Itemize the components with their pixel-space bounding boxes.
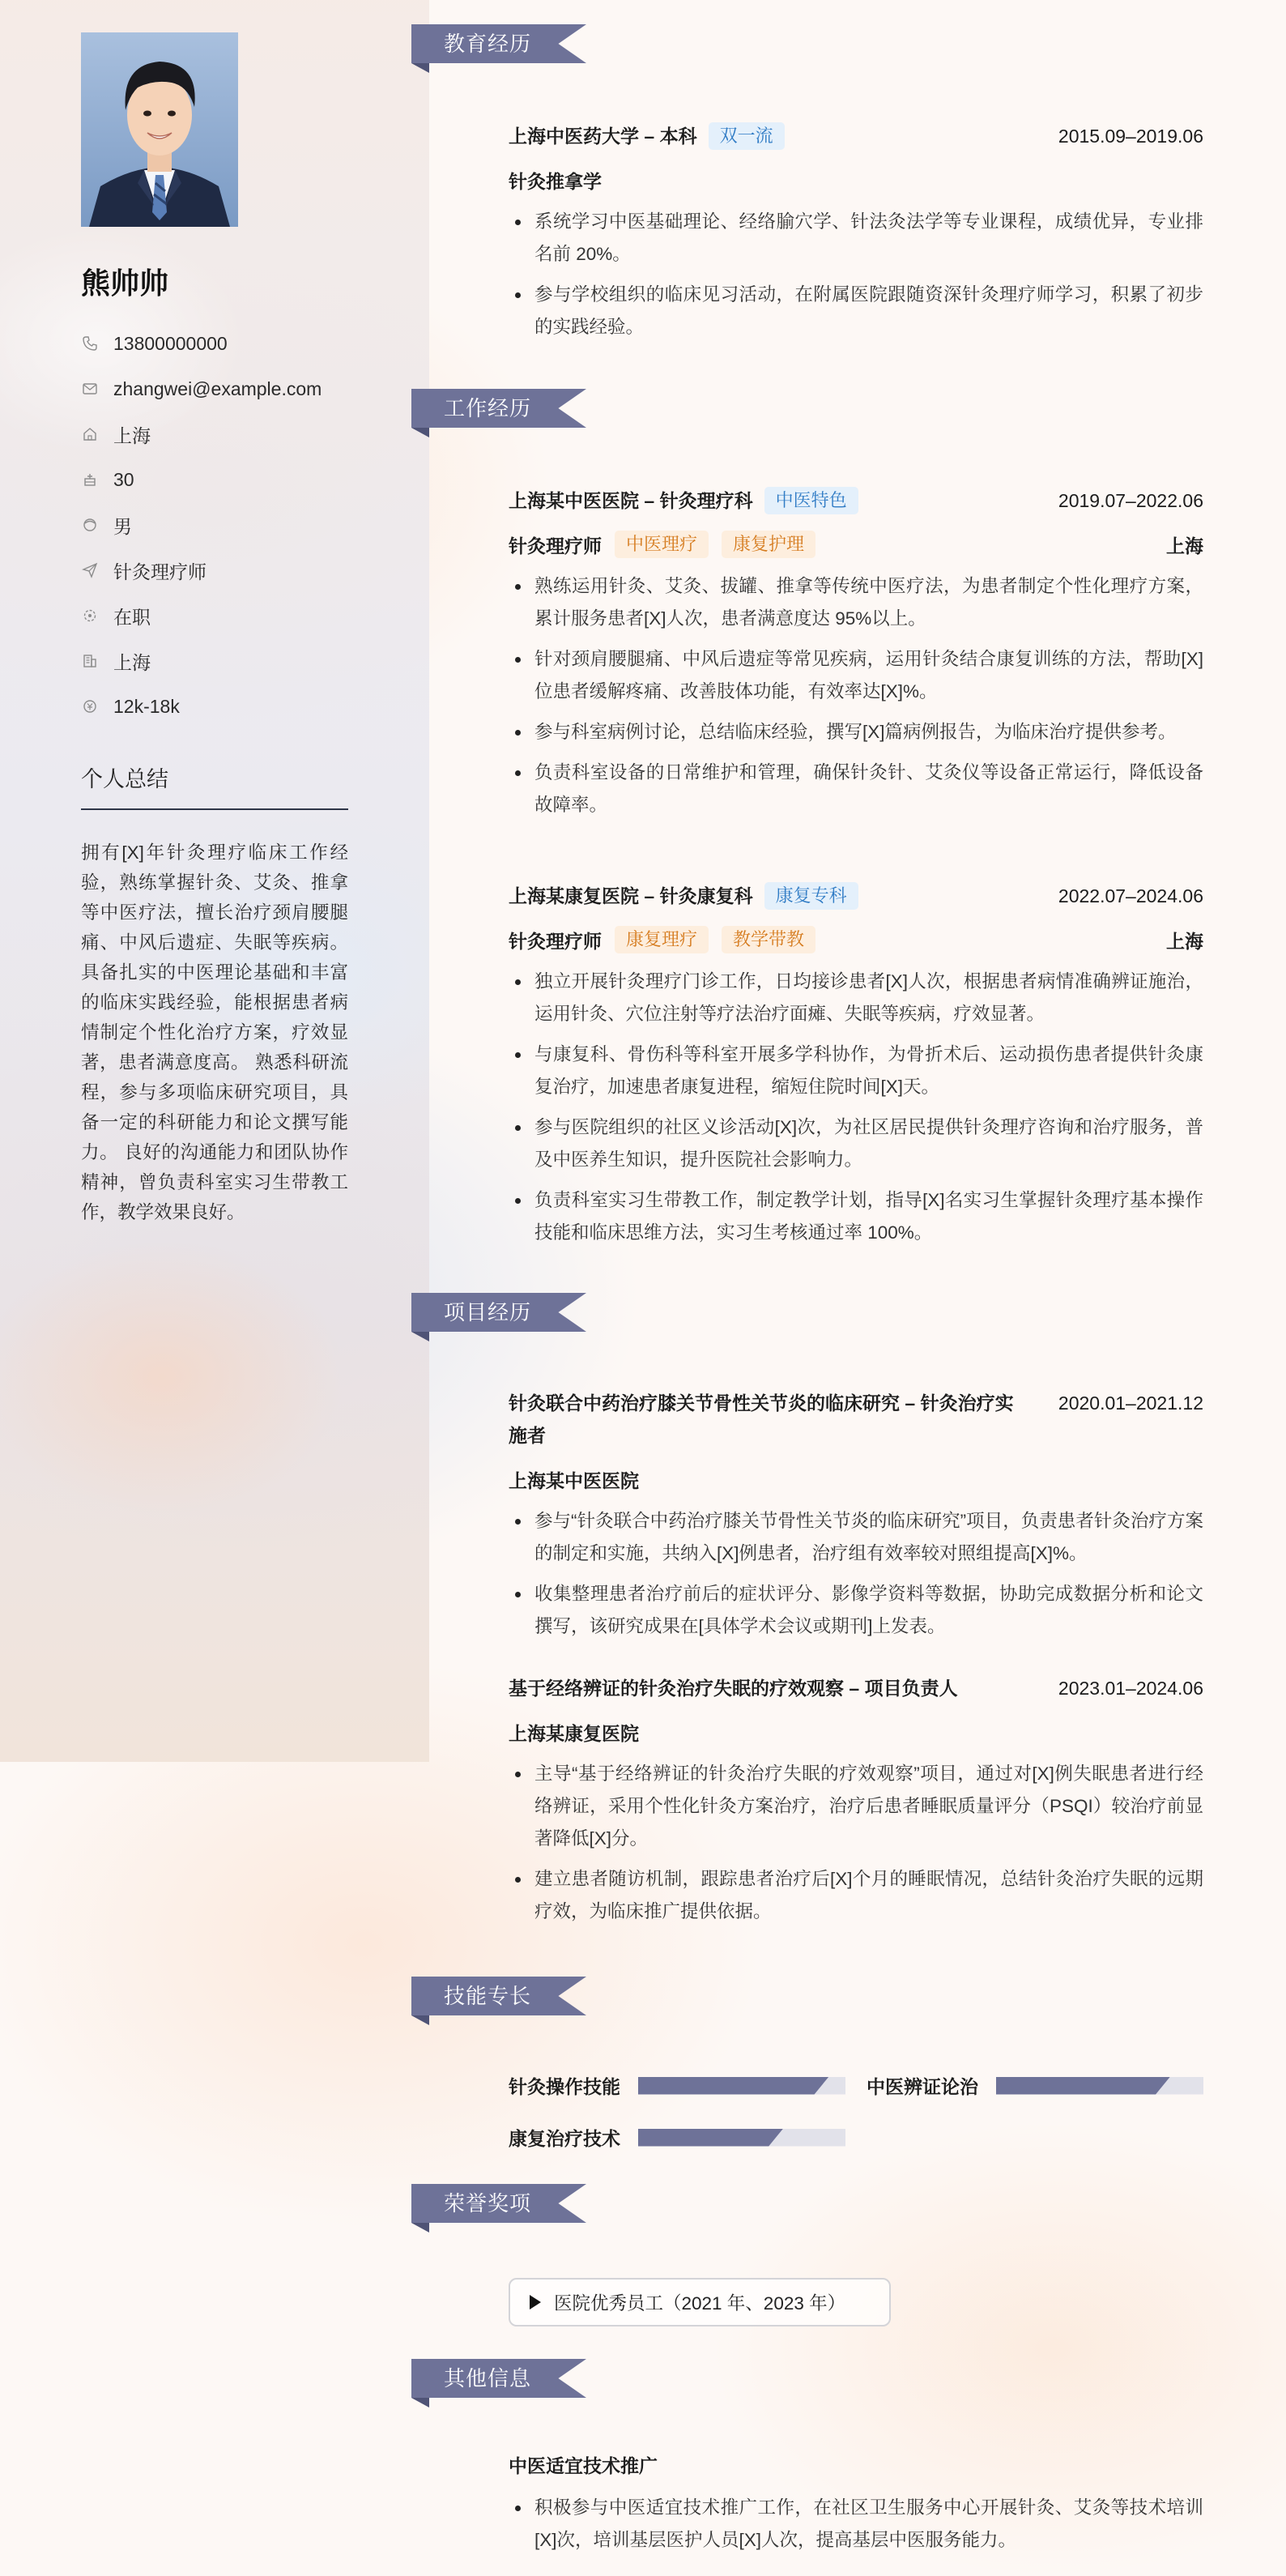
- work-entry-1: [509, 484, 1203, 830]
- skill-name: 中医辨证论治: [867, 2076, 978, 2097]
- summary-divider: [81, 808, 348, 810]
- honor-item: [509, 2278, 891, 2327]
- profile-photo: [81, 32, 238, 227]
- skill-level-bar: [638, 2077, 829, 2095]
- info-age: [81, 457, 405, 502]
- info-city: [81, 638, 405, 684]
- section-title-work: 工作经历: [444, 396, 532, 420]
- skill-name: 康复治疗技术: [509, 2128, 620, 2149]
- skill-level-bar: [638, 2129, 783, 2147]
- list-item: 参与医院组织的社区义诊活动[X]次，为社区居民提供针灸理疗咨询和治疗服务，普及中医养生知识，提升医院社会影响力。: [509, 1111, 1203, 1176]
- building-icon: [81, 652, 99, 670]
- skill-track: [996, 2077, 1203, 2095]
- section-title-projects: 项目经历: [444, 1300, 532, 1324]
- skill-name: 针灸操作技能: [509, 2076, 620, 2097]
- info-gender: [81, 502, 405, 548]
- profile-name: 熊帅帅: [81, 267, 169, 300]
- gender-icon: [81, 516, 99, 534]
- info-status-text: 在职: [113, 606, 151, 628]
- work-title: 上海某中医医院 – 针灸理疗科: [509, 490, 753, 511]
- role-tag: 教学带教: [722, 926, 815, 953]
- work-tag: 中医特色: [764, 487, 858, 514]
- info-phone-text: 13800000000: [113, 332, 228, 354]
- info-city-text: 上海: [113, 651, 151, 673]
- role-tag: 中医理疗: [615, 531, 709, 558]
- info-gender-text: 男: [113, 515, 132, 537]
- work-date: 2022.07–2024.06: [1058, 885, 1203, 906]
- work-title: 上海某康复医院 – 针灸康复科: [509, 885, 753, 906]
- list-item: 参与科室病例讨论，总结临床经验，撰写[X]篇病例报告，为临床治疗提供参考。: [509, 716, 1203, 748]
- send-icon: [81, 561, 99, 579]
- list-item: 系统学习中医基础理论、经络腧穴学、针法灸法学等专业课程，成绩优异，专业排名前 20%。: [509, 206, 1203, 271]
- project-date: 2023.01–2024.06: [1058, 1678, 1203, 1699]
- role-tag: 康复理疗: [615, 926, 709, 953]
- work-bullets: [509, 570, 1203, 821]
- skill-level-bar: [996, 2077, 1170, 2095]
- info-email-text: zhangwei@example.com: [113, 377, 322, 399]
- list-item: 独立开展针灸理疗门诊工作，日均接诊患者[X]人次，根据患者病情准确辨证施治，运用针灸、穴位注射等疗法治疗面瘫、失眠等疾病，疗效显著。: [509, 966, 1203, 1030]
- section-header-other: [411, 2359, 586, 2408]
- info-home-text: 上海: [113, 424, 151, 446]
- work-tag: 康复专科: [764, 882, 858, 910]
- other-bullets: [509, 2492, 1203, 2557]
- project-org: 上海某中医医院: [509, 1469, 639, 1491]
- section-header-honors: [411, 2184, 586, 2233]
- list-item: 参与学校组织的临床见习活动，在附属医院跟随资深针灸理疗师学习，积累了初步的实践经验。: [509, 279, 1203, 343]
- work-location: 上海: [1166, 535, 1203, 557]
- summary-title: 个人总结: [81, 767, 168, 791]
- education-tag: 双一流: [709, 122, 785, 150]
- education-title: 上海中医药大学 – 本科: [509, 126, 697, 147]
- project-title: 针灸联合中药治疗膝关节骨性关节炎的临床研究 – 针灸治疗实施者: [509, 1392, 1014, 1446]
- info-salary: [81, 684, 405, 729]
- info-status: [81, 593, 405, 638]
- list-item: 建立患者随访机制，跟踪患者治疗后[X]个月的睡眠情况，总结针灸治疗失眠的远期疗效，为临床推广提供依据。: [509, 1863, 1203, 1928]
- education-date: 2015.09–2019.06: [1058, 126, 1203, 147]
- honor-text: 医院优秀员工（2021 年、2023 年）: [554, 2293, 846, 2314]
- education-major: 针灸推拿学: [509, 170, 602, 192]
- section-header-skills: [411, 1977, 586, 2025]
- project-bullets: [509, 1758, 1203, 1928]
- project-bullets: [509, 1505, 1203, 1643]
- project-org: 上海某康复医院: [509, 1722, 639, 1744]
- contact-info-list: [81, 321, 405, 729]
- info-age-text: 30: [113, 468, 134, 490]
- other-entry: [509, 2450, 1203, 2565]
- work-entry-2: [509, 880, 1203, 1257]
- status-icon: [81, 607, 99, 625]
- role-tag: 康复护理: [722, 531, 815, 558]
- salary-icon: [81, 697, 99, 715]
- info-email: [81, 366, 405, 412]
- email-icon: [81, 380, 99, 398]
- work-location: 上海: [1166, 930, 1203, 952]
- skill-track: [638, 2129, 845, 2147]
- section-title-other: 其他信息: [444, 2366, 532, 2390]
- info-home: [81, 412, 405, 457]
- list-item: 熟练运用针灸、艾灸、拔罐、推拿等传统中医疗法，为患者制定个性化理疗方案，累计服务患者[X]人次，患者满意度达 95%以上。: [509, 570, 1203, 635]
- section-title-honors: 荣誉奖项: [444, 2191, 532, 2216]
- list-item: 负责科室设备的日常维护和管理，确保针灸针、艾灸仪等设备正常运行，降低设备故障率。: [509, 757, 1203, 821]
- play-triangle-icon: [530, 2295, 541, 2309]
- project-title: 基于经络辨证的针灸治疗失眠的疗效观察 – 项目负责人: [509, 1678, 958, 1699]
- other-title: 中医适宜技术推广: [509, 2455, 658, 2476]
- project-entry-2: [509, 1672, 1203, 1936]
- list-item: 收集整理患者治疗前后的症状评分、影像学资料等数据，协助完成数据分析和论文撰写，该研究成果在[具体学术会议或期刊]上发表。: [509, 1578, 1203, 1643]
- project-entry-1: [509, 1387, 1203, 1651]
- info-salary-text: 12k-18k: [113, 695, 180, 717]
- skill-item: [867, 2072, 1203, 2099]
- list-item: 负责科室实习生带教工作，制定教学计划，指导[X]名实习生掌握针灸理疗基本操作技能和临床思维方法，实习生考核通过率 100%。: [509, 1184, 1203, 1249]
- home-icon: [81, 425, 99, 443]
- phone-icon: [81, 335, 99, 352]
- education-entry: [509, 120, 1203, 352]
- work-role: 针灸理疗师: [509, 930, 602, 952]
- list-item: 主导“基于经络辨证的针灸治疗失眠的疗效观察”项目，通过对[X]例失眠患者进行经络辨证，采用个性化针灸方案治疗，治疗后患者睡眠质量评分（PSQI）较治疗前显著降低[X]分。: [509, 1758, 1203, 1855]
- list-item: 积极参与中医适宜技术推广工作，在社区卫生服务中心开展针灸、艾灸等技术培训[X]次，培训基层医护人员[X]人次，提高基层中医服务能力。: [509, 2492, 1203, 2557]
- summary-text: 拥有[X]年针灸理疗临床工作经验，熟练掌握针灸、艾灸、推拿等中医疗法，擅长治疗颈肩腰腿痛、中风后遗症、失眠等疾病。 具备扎实的中医理论基础和丰富的临床实践经验，能根据患者病情制定个性化治疗方案，疗效显著，患者满意度高。 熟悉科研流程，参与多项临床研究项目，具备一定的科研能力和论文撰写能力。 良好的沟通能力和团队协作精神，曾负责科室实习生带教工作，教学效果良好。: [81, 842, 348, 1222]
- skill-track: [638, 2077, 845, 2095]
- info-position: [81, 548, 405, 593]
- list-item: 参与“针灸联合中药治疗膝关节骨性关节炎的临床研究”项目，负责患者针灸治疗方案的制定和实施，共纳入[X]例患者，治疗组有效率较对照组提高[X]%。: [509, 1505, 1203, 1570]
- skill-item: [509, 2072, 845, 2099]
- age-icon: [81, 471, 99, 488]
- section-header-education: [411, 24, 586, 73]
- sidebar: [0, 0, 429, 1762]
- education-bullets: [509, 206, 1203, 343]
- info-position-text: 针灸理疗师: [113, 561, 207, 582]
- work-role: 针灸理疗师: [509, 535, 602, 557]
- work-date: 2019.07–2022.06: [1058, 490, 1203, 511]
- skill-item: [509, 2124, 845, 2151]
- work-bullets: [509, 966, 1203, 1249]
- list-item: 针对颈肩腰腿痛、中风后遗症等常见疾病，运用针灸结合康复训练的方法，帮助[X]位患者缓解疼痛、改善肢体功能，有效率达[X]%。: [509, 643, 1203, 708]
- project-date: 2020.01–2021.12: [1058, 1392, 1203, 1414]
- section-header-projects: [411, 1293, 586, 1341]
- avatar-portrait-icon: [81, 32, 238, 227]
- section-title-education: 教育经历: [444, 32, 532, 56]
- list-item: 与康复科、骨伤科等科室开展多学科协作，为骨折术后、运动损伤患者提供针灸康复治疗，加速患者康复进程，缩短住院时间[X]天。: [509, 1039, 1203, 1103]
- section-title-skills: 技能专长: [444, 1984, 532, 2008]
- info-phone: [81, 321, 405, 366]
- section-header-work: [411, 389, 586, 437]
